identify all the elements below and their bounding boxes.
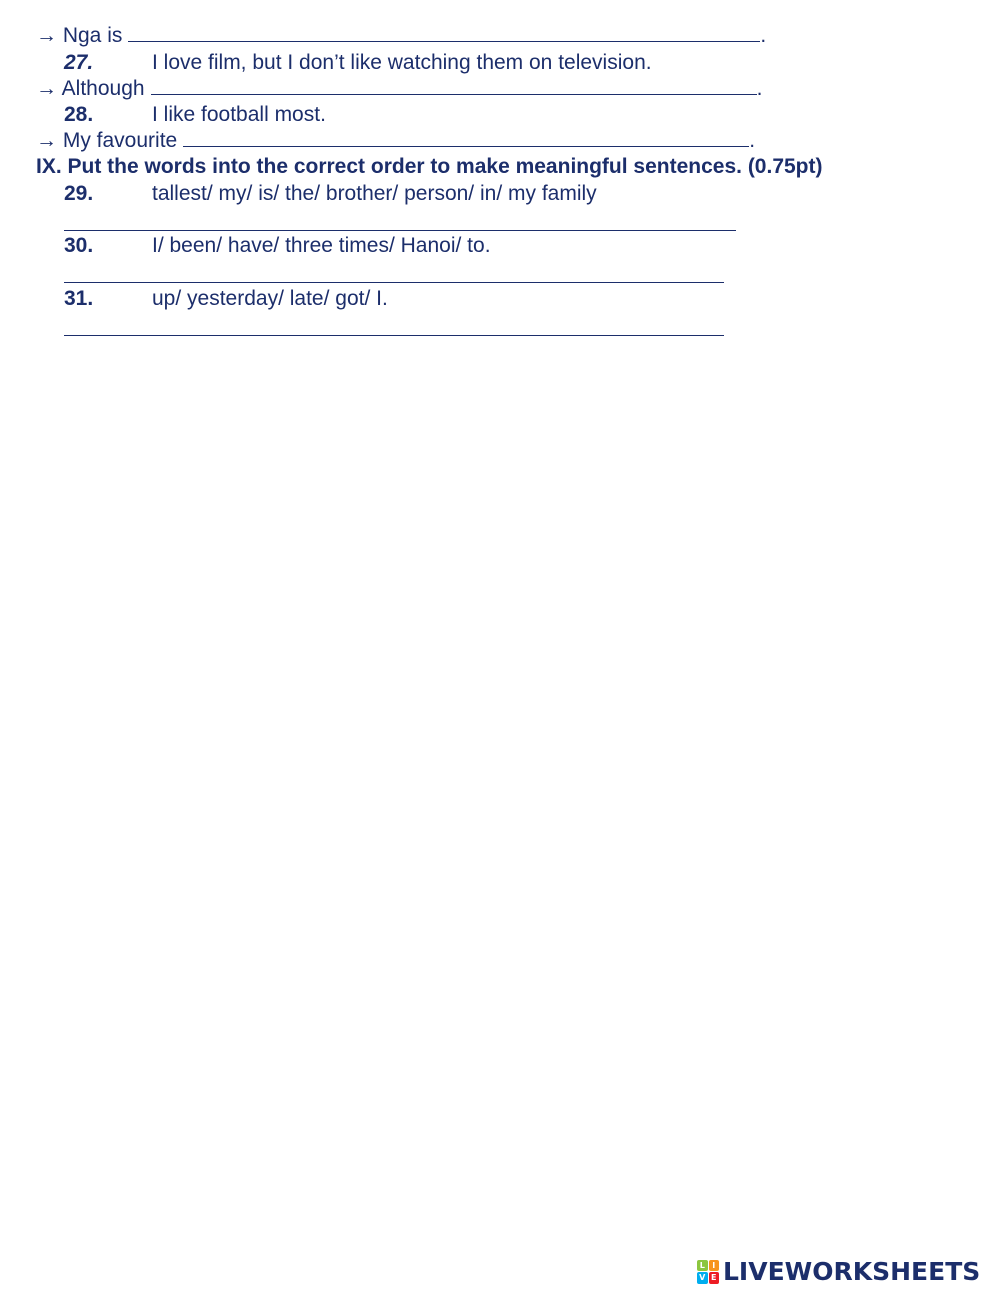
rewrite-prompt: → Although (36, 77, 145, 100)
question-27 (64, 50, 652, 76)
logo-tile: L (697, 1260, 708, 1272)
rewrite-line-28 (36, 128, 755, 154)
logo-text: LIVEWORKSHEETS (723, 1257, 981, 1286)
question-number: 30. (64, 234, 94, 257)
answer-blank[interactable] (151, 76, 757, 95)
logo-tile: E (709, 1272, 720, 1284)
question-30 (64, 233, 491, 259)
period: . (756, 77, 763, 100)
logo-tile: V (697, 1272, 708, 1284)
liveworksheets-logo-icon (697, 1260, 719, 1284)
question-number: 31. (64, 287, 94, 310)
question-text: I like football most. (152, 103, 326, 126)
answer-line-31[interactable] (64, 335, 724, 336)
question-28 (64, 102, 326, 128)
answer-line-30[interactable] (64, 282, 724, 283)
question-number: 27. (64, 51, 94, 74)
question-29 (64, 181, 597, 207)
rewrite-prompt: → My favourite (36, 129, 178, 152)
period: . (749, 129, 756, 152)
question-text: up/ yesterday/ late/ got/ I. (152, 287, 388, 310)
period: . (760, 24, 767, 47)
question-31 (64, 286, 388, 312)
answer-blank[interactable] (183, 128, 749, 147)
question-text: tallest/ my/ is/ the/ brother/ person/ in/ my family (152, 182, 597, 205)
rewrite-line-27 (36, 76, 762, 102)
question-number: 28. (64, 103, 94, 126)
question-text: I/ been/ have/ three times/ Hanoi/ to. (152, 234, 491, 257)
rewrite-line-26 (36, 23, 766, 49)
rewrite-prompt: → Nga is (36, 24, 123, 47)
liveworksheets-logo (697, 1257, 980, 1286)
section-heading: IX. Put the words into the correct order to make meaningful sentences. (0.75pt) (36, 155, 823, 178)
answer-blank[interactable] (128, 23, 760, 42)
logo-tile: I (709, 1260, 720, 1272)
question-text: I love film, but I don’t like watching them on television. (152, 51, 652, 74)
question-number: 29. (64, 182, 94, 205)
answer-line-29[interactable] (64, 230, 736, 231)
